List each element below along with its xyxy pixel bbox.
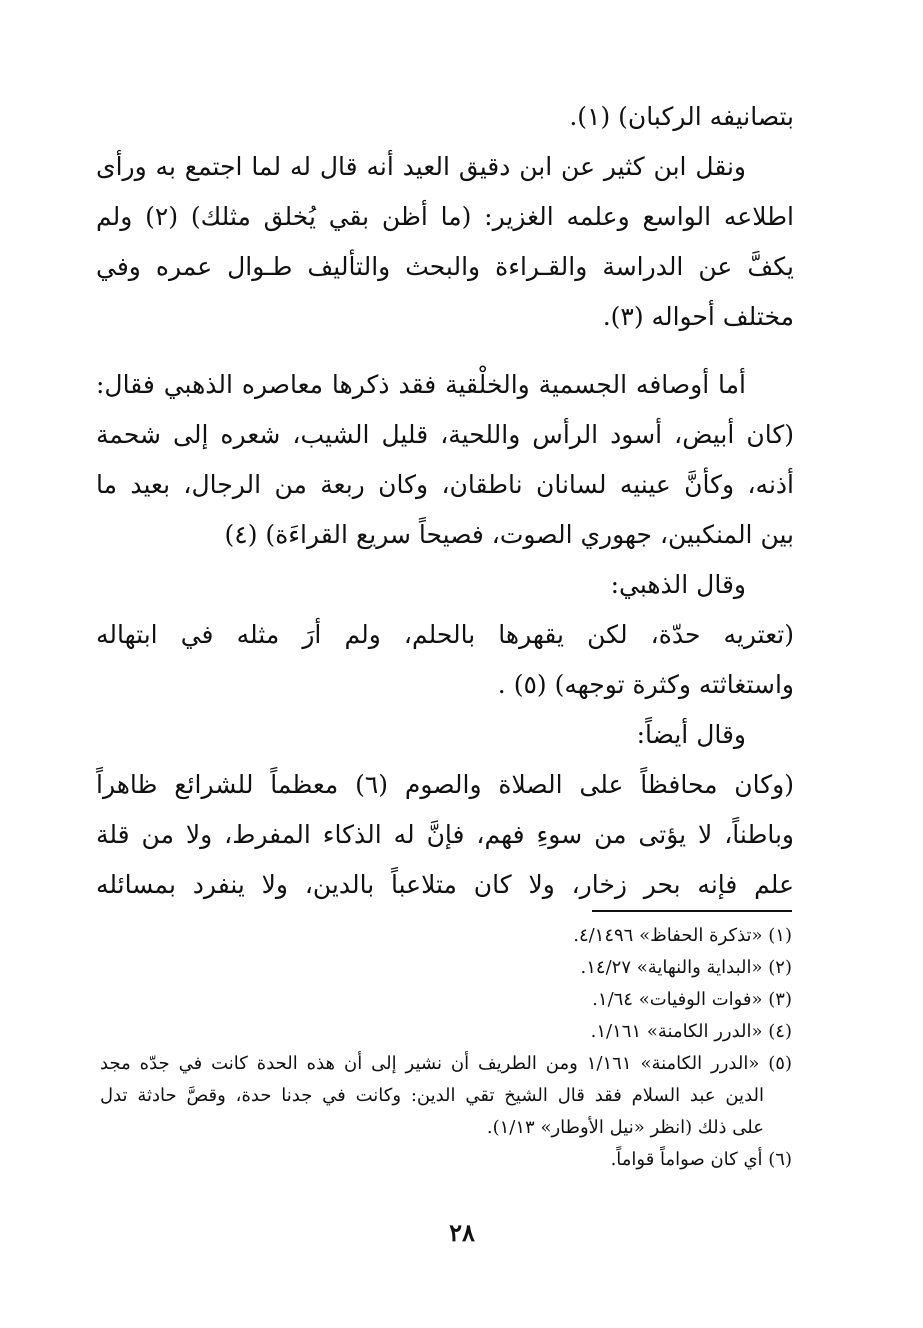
footnote-divider bbox=[592, 910, 792, 912]
text-line: (وكان محافظاً على الصلاة والصوم (٦) معظماً للشرائع ظاهراً bbox=[96, 770, 794, 799]
text-line: مختلف أحواله (٣). bbox=[602, 302, 794, 331]
footnote-line: الدين عبد السلام فقد قال الشيخ تقي الدين: وكانت في جدنا حدة، وقصَّ حادثة تدل bbox=[100, 1085, 764, 1106]
text-line: أما أوصافه الجسمية والخلْقية فقد ذكرها معاصره الذهبي فقال: bbox=[96, 370, 746, 399]
text-line: واستغاثته وكثرة توجهه) (٥) . bbox=[497, 670, 794, 699]
text-line: وقال الذهبي: bbox=[610, 570, 746, 599]
text-line: وقال أيضاً: bbox=[636, 720, 746, 749]
text-line: اطلاعه الواسع وعلمه الغزير: (ما أظن بقي يُخلق مثلك) (٢) ولم bbox=[96, 202, 794, 231]
text-line: أذنه، وكأنَّ عينيه لسانان ناطقان، وكان ربعة من الرجال، بعيد ما bbox=[96, 470, 794, 499]
paragraph-gap bbox=[96, 342, 794, 360]
text-line: يكفَّ عن الدراسة والقـراءة والبحث والتأليف طـوال عمره وفي bbox=[96, 252, 794, 281]
footnote-line: (٤) «الدرر الكامنة» ١/١٦١. bbox=[590, 1021, 792, 1042]
page-number: ٢٨ bbox=[449, 1218, 475, 1247]
main-text bbox=[96, 92, 794, 910]
footnote-line: (٣) «فوات الوفيات» ١/٦٤. bbox=[592, 989, 792, 1010]
footnote-line: (١) «تذكرة الحفاظ» ٤/١٤٩٦. bbox=[573, 925, 792, 946]
footnote-line: (٢) «البداية والنهاية» ١٤/٢٧. bbox=[580, 957, 792, 978]
paragraph-3 bbox=[96, 360, 794, 910]
text-line: (كان أبيض، أسود الرأس واللحية، قليل الشيب، شعره إلى شحمة bbox=[96, 420, 794, 449]
footnotes bbox=[100, 920, 792, 1176]
text-line: (تعتريه حدّة، لكن يقهرها بالحلم، ولم أرَ مثله في ابتهاله bbox=[96, 620, 794, 649]
text-line: بتصانيفه الركبان) (١). bbox=[569, 102, 794, 131]
footnote-line: على ذلك (انظر «نيل الأوطار» ١/١٣). bbox=[486, 1117, 764, 1138]
text-line: وباطناً، لا يؤتى من سوءِ فهم، فإنَّ له الذكاء المفرط، ولا من قلة bbox=[96, 820, 794, 849]
paragraph-1 bbox=[96, 92, 794, 142]
text-line: بين المنكبين، جهوري الصوت، فصيحاً سريع القراءَة) (٤) bbox=[224, 520, 794, 549]
paragraph-2 bbox=[96, 142, 794, 342]
footnote-line: (٦) أي كان صواماً قواماً. bbox=[610, 1149, 792, 1170]
text-line: ونقل ابن كثير عن ابن دقيق العيد أنه قال له لما اجتمع به ورأى bbox=[96, 152, 746, 181]
text-line: علم فإنه بحر زخار، ولا كان متلاعباً بالدين، ولا ينفرد بمسائله bbox=[96, 870, 794, 899]
footnote-line: (٥) «الدرر الكامنة» ١/١٦١ ومن الطريف أن نشير إلى أن هذه الحدة كانت في جدّه مجد bbox=[100, 1053, 792, 1074]
